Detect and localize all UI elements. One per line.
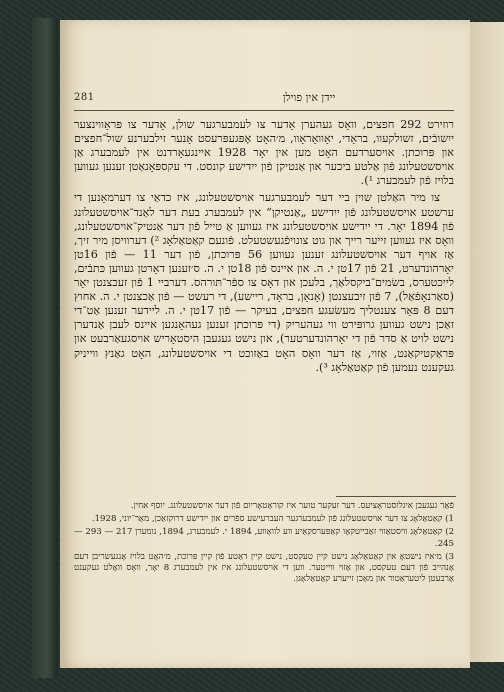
footnote-rule (336, 496, 456, 497)
footnote: 2) קאַטאַלאָג וויסטאַווי זאַבייטקאָו קאַפּערסקאַיע ווע לוואָווע, 1894 י. לעמבערג, 1894, נומערן 217 — 293 — 245. (74, 527, 455, 549)
book-spine (32, 18, 58, 678)
facing-page-edge (470, 22, 504, 662)
page-number: 281 (74, 92, 95, 103)
page-header (74, 92, 454, 110)
paragraph: רוזירט 292 חפצים, וואָס געהערן אָדער צו לעמבערגער שולן, אָדער צו פּראָווינצער ייִשובֿים, זשולקעוו, בראָדי, יאָוואָראָוו, מ׳האָט אָפּגעפּרעסט אָנער זילבערנע שול־חפצים און פּרוכתן. אויסערדעם האָט מען אין יאָר 1928 איינגעאָרדנט אין לעמבערג אַן אויסשטעלונג פֿון אַלטע ביכער און אַנטיקן פֿון ייִדישע קונסט. די עקספּאָנאַטן זענען געווען בלויז פֿון לעמבערג ¹). (74, 118, 454, 188)
footnote: 3) מ׳איז נישטאָ אין קאַטאַלאָג נישט קיין טעקסט, נישט קיין דאַטע פֿון קיין פּרוכת, מ׳האָט בלויז אָנגעשריבן דעם אָנהייב פֿון דעם טעקסט, און אַזוי ווייטער. ווען די אויסשטעלונג איז אין לעמבערג 8 יאָר, וואָס וואָלט געקענט אַרבעטן ליטעראַטור און מאַכן זייערע קאַטאַלאָגן. (74, 551, 454, 585)
footnotes (74, 501, 454, 587)
header-rule (74, 110, 454, 111)
footnote: 1) קאַטאַלאָג צו דער אויסשטעלונג פֿון לעמבערגער העברעישע ספֿרים און ייִדישע דרוקזאַכן, מאַר־יוני, 1928. (91, 514, 454, 525)
paragraph: צו מיר האַלטן שוין ביי דער לעמבערגער אויסשטעלונג, איז כדאַי צו דערמאָנען די ערשטע אויסשטעלונג פֿון ייִדישע „אַנטיקן“ אין לעמבערג בעת דער לאַנד־אויסשטעלונג פֿון 1894 יאָר. די ייִדישע אויסשטעלונג איז געווען אַ טייל פֿון דער אַנטיק־אויסשטעלונג, וואָס איז געווען זייער רייך און גוט צונויפֿגעשטעלט. פֿונעם קאַטאַלאָג ²) דערוויסן מיר זיך, אַז אויף דער אויסשטעלונג זענען געווען 56 פּרוכתן, פֿון דער 11 — פֿון 16טן יאָרהונדערט, 21 פֿון 17טן י. ה. און איינס פֿון 18טן י. ה. ס׳זענען דאָרטן געווען כּתבֿים, לייכטערס, בשׂמים־ביקסלאַך, בלעכן און דאָס צו ספֿר־תּורהס. דערביי 1 פֿון זעכצנטן יאָר (סאַרנאָפֿאַל), 7 פֿון זיבעצנטן (אָנאָן, בראָד, ריישע), די רעשט — פֿון אַכצנטן י. ה. אחוץ דעם 8 פּאָר צענטליך מעשׂעגע חפצים, בעיקר — פֿון 17טן י. ה. ליידער זענען אַט־די זאַכן נישט געווען גרופּירט ווי געהעריק (די פּרוכתן זענען געהאָנגען איינס לעבן אַנדערן נישט לויט אַ סדר פֿון די יאָרהונדערטער), און נישט געגעבן היסטאָריש אויסגעאַרבעט און פּראַקטיקאַנט, אַזוי, אַז דער וואָס האָט באַזוכט די אויסשטעלונג, האָט גאַנץ ווייניק געקענט נעמען פֿון קאַטאַלאָג ³). (74, 191, 455, 374)
footnote: פֿאַר געגעבן איגלוסטראַציעס. דער זעקער טוער איז קוראַטאָריום פֿון דער אויסשטעלונג. יוסף אחין. (130, 501, 454, 511)
running-head: יידן אין פוילן (282, 91, 336, 104)
main-text (74, 118, 454, 375)
